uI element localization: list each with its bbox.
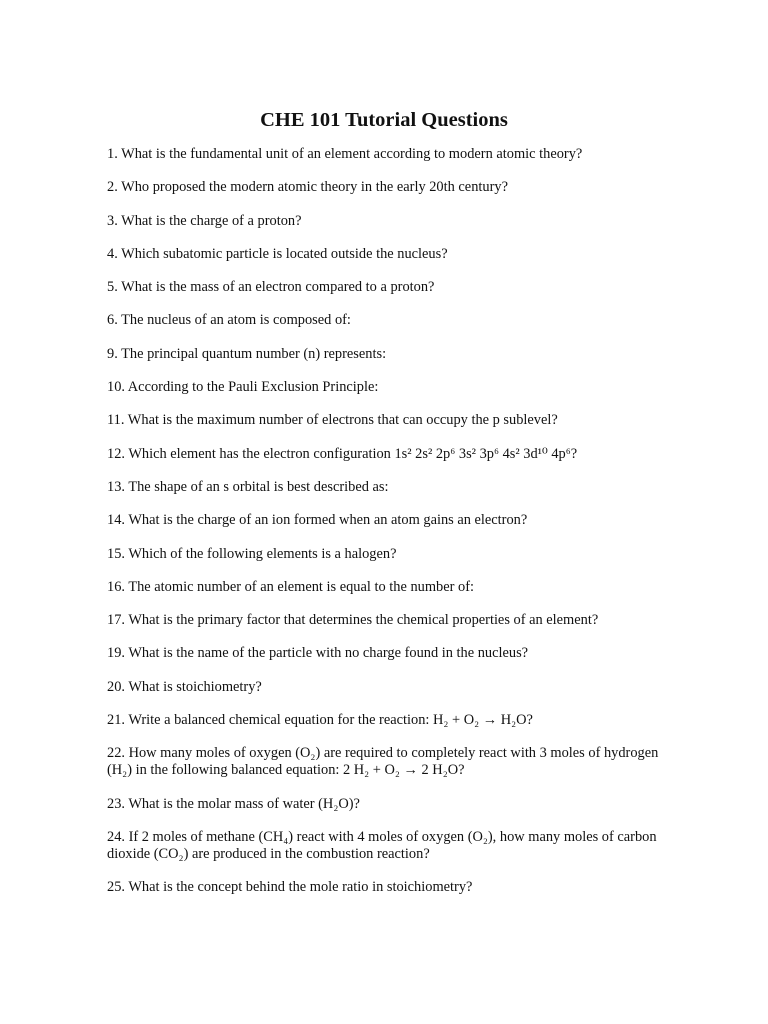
question-4: 4. Which subatomic particle is located outside the nucleus? [107, 245, 448, 262]
question-14: 14. What is the charge of an ion formed when an atom gains an electron? [107, 512, 528, 529]
question-10: 10. According to the Pauli Exclusion Principle: [107, 379, 379, 396]
question-25: 25. What is the concept behind the mole ratio in stoichiometry? [107, 879, 473, 896]
question-1: 1. What is the fundamental unit of an element according to modern atomic theory? [107, 146, 583, 162]
question-20: 20. What is stoichiometry? [107, 678, 262, 695]
question-15: 15. Which of the following elements is a halogen? [107, 545, 397, 562]
question-19: 19. What is the name of the particle with no charge found in the nucleus? [107, 645, 529, 662]
question-21: 21. Write a balanced chemical equation for the reaction: H₂ + O₂ → H₂O? [107, 712, 533, 729]
question-2: 2. Who proposed the modern atomic theory in the early 20th century? [107, 179, 508, 196]
question-3: 3. What is the charge of a proton? [107, 212, 302, 229]
question-13: 13. The shape of an s orbital is best described as: [107, 478, 389, 495]
question-23: 23. What is the molar mass of water (H₂O)? [107, 795, 360, 812]
question-5: 5. What is the mass of an electron compared to a proton? [107, 279, 435, 296]
question-16: 16. The atomic number of an element is equal to the number of: [107, 578, 474, 595]
question-list [107, 146, 667, 913]
question-9: 9. The principal quantum number (n) represents: [107, 345, 387, 362]
question-22: 22. How many moles of oxygen (O₂) are required to completely react with 3 moles of hydrogen (H₂) in the following balanced equation: 2 H₂ + O₂ → 2 H₂O? [107, 745, 659, 779]
question-24: 24. If 2 moles of methane (CH₄) react with 4 moles of oxygen (O₂), how many moles of carbon dioxide (CO₂) are produced in the combustion reaction? [107, 828, 657, 862]
document-title: CHE 101 Tutorial Questions [260, 109, 508, 131]
question-6: 6. The nucleus of an atom is composed of: [107, 312, 351, 329]
question-17: 17. What is the primary factor that determines the chemical properties of an element? [107, 612, 599, 629]
question-12: 12. Which element has the electron configuration 1s² 2s² 2p⁶ 3s² 3p⁶ 4s² 3d¹⁰ 4p⁶? [107, 445, 578, 462]
question-11: 11. What is the maximum number of electrons that can occupy the p sublevel? [107, 412, 558, 429]
